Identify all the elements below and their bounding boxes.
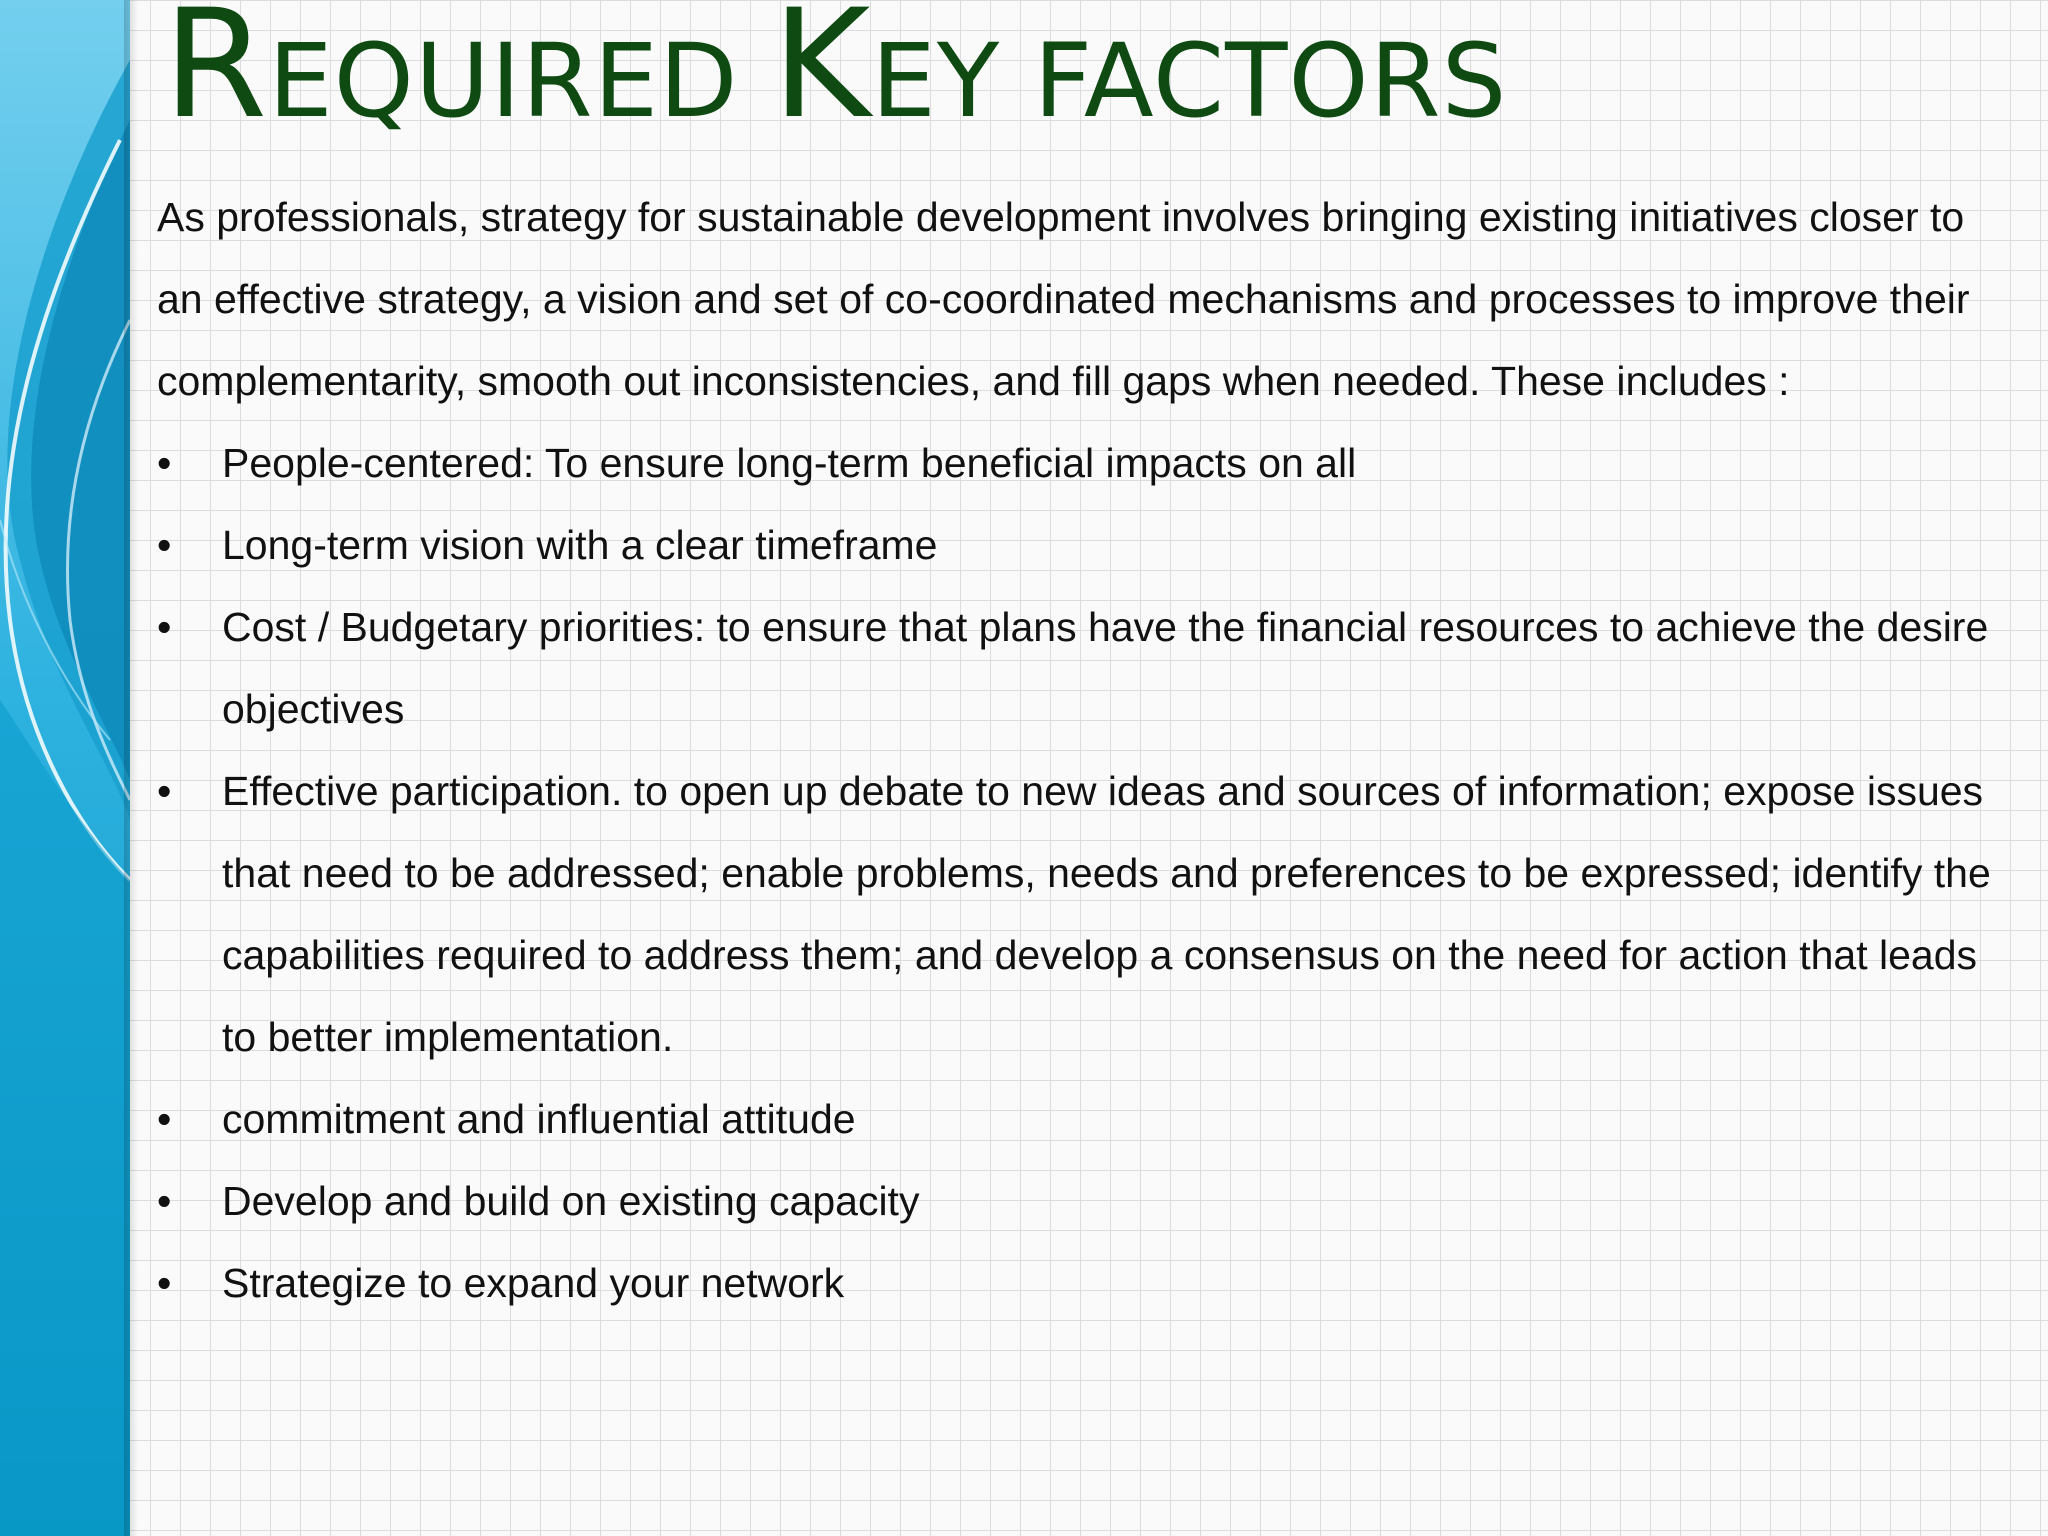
key-factors-list <box>157 422 2017 1324</box>
title-word-required: EQUIRED <box>268 22 739 141</box>
title-initial-k: K <box>772 0 872 152</box>
list-item-text: People-centered: To ensure long-term beneficial impacts on all <box>222 440 1357 486</box>
side-decoration-band <box>0 0 130 1536</box>
wave-decoration <box>0 0 130 1536</box>
list-item <box>157 1078 2017 1160</box>
band-shadow <box>124 0 138 1536</box>
bullet-marker: • <box>157 604 172 650</box>
title-word-key: EY <box>871 22 1001 141</box>
list-item-text: Long-term vision with a clear timeframe <box>222 522 938 568</box>
title-initial-r: R <box>163 0 269 152</box>
list-item <box>157 504 2017 586</box>
list-item-text: Effective participation. to open up debate to new ideas and sources of information; expose issues that need to be addressed; enable problems, needs and preferences to be expressed; identify the capabilities required to address them; and develop a consensus on the need for action that leads to better implementation. <box>222 768 1991 1060</box>
bullet-marker: • <box>157 1178 172 1224</box>
title-word-factors: FACTORS <box>1033 22 1508 141</box>
bullet-marker: • <box>157 1096 172 1142</box>
list-item <box>157 1160 2017 1242</box>
slide-body <box>157 176 2017 1324</box>
list-item <box>157 422 2017 504</box>
list-item-text: Cost / Budgetary priorities: to ensure that plans have the financial resources to achieve the desire objectives <box>222 604 1989 732</box>
slide-title <box>163 0 1508 152</box>
list-item <box>157 586 2017 750</box>
intro-paragraph: As professionals, strategy for sustainable development involves bringing existing initiatives closer to an effective strategy, a vision and set of co-coordinated mechanisms and processes to improve their complementarity, smooth out inconsistencies, and fill gaps when needed. These includes : <box>157 194 1970 404</box>
list-item-text: Strategize to expand your network <box>222 1260 845 1306</box>
bullet-marker: • <box>157 1260 172 1306</box>
list-item-text: commitment and influential attitude <box>222 1096 856 1142</box>
list-item <box>157 750 2017 1078</box>
bullet-marker: • <box>157 522 172 568</box>
list-item-text: Develop and build on existing capacity <box>222 1178 920 1224</box>
bullet-marker: • <box>157 768 172 814</box>
list-item <box>157 1242 2017 1324</box>
bullet-marker: • <box>157 440 172 486</box>
